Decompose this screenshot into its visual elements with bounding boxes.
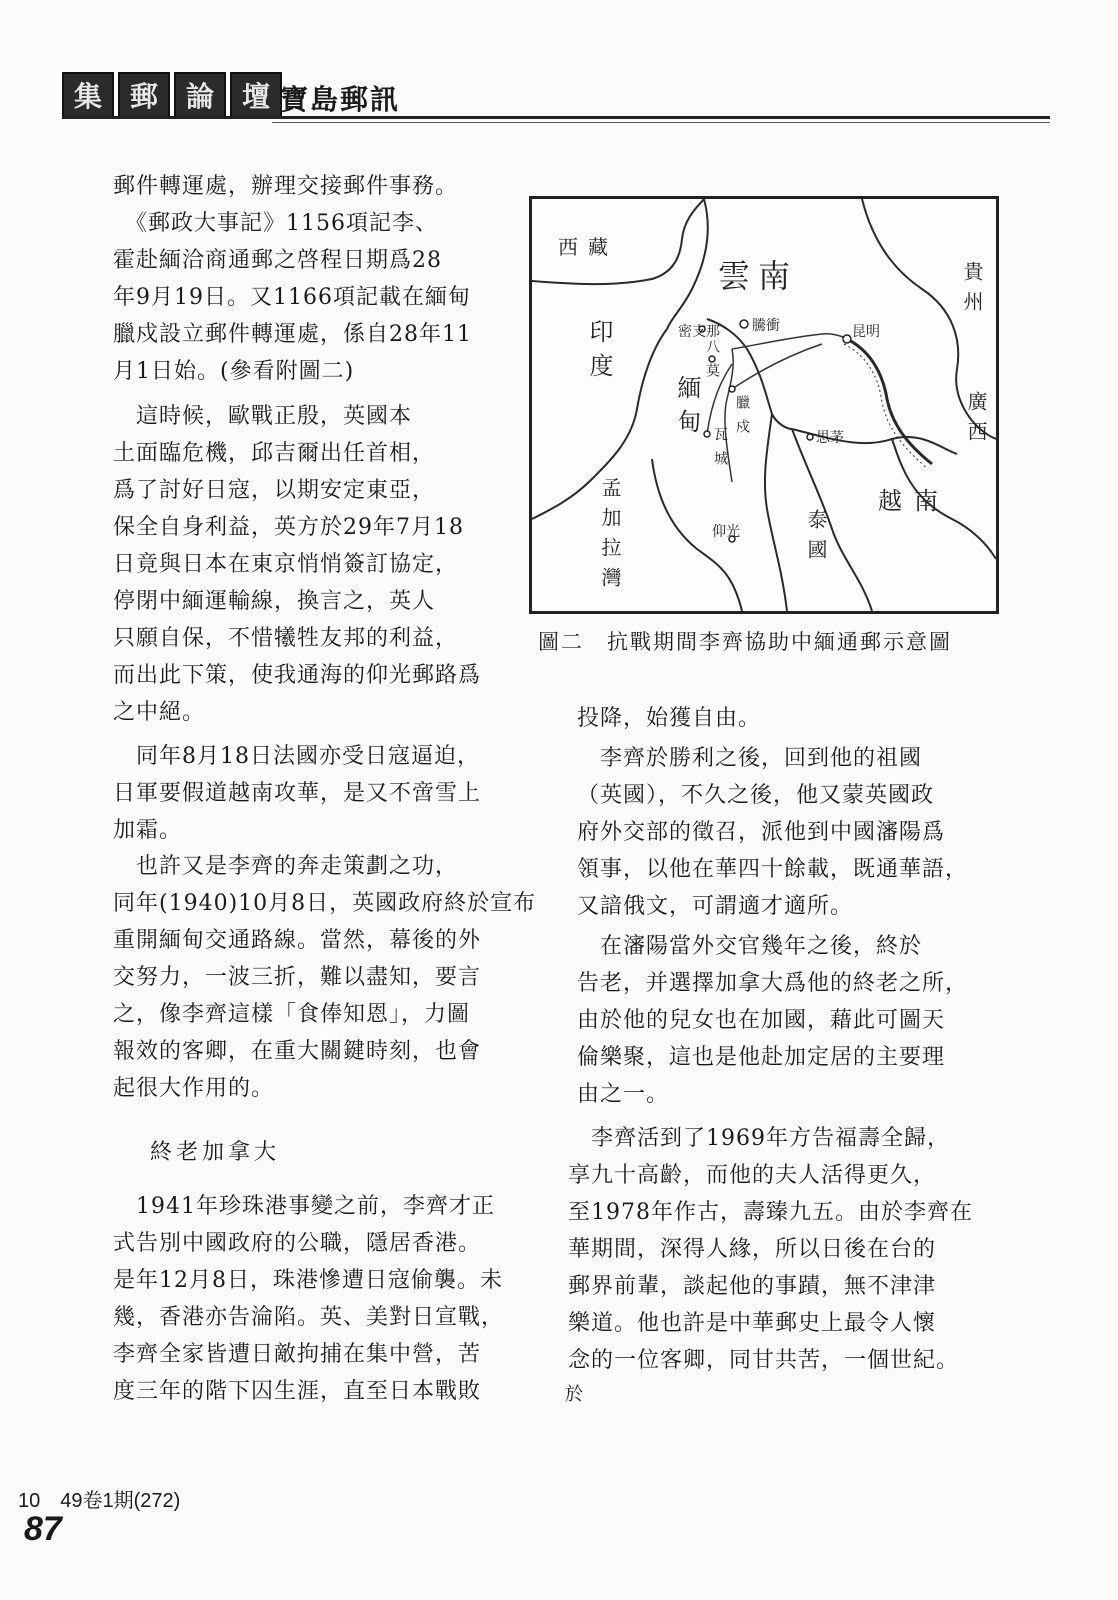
map-label-guizhou: 貴州 — [960, 261, 984, 321]
map-label-burma: 緬甸 — [673, 375, 701, 443]
map-label-thailand: 泰國 — [804, 509, 828, 569]
map-figure — [529, 196, 999, 614]
city-marker — [729, 386, 735, 392]
footer-issue-text: 49卷1期(272) — [60, 1490, 181, 1512]
map-label-india: 印度 — [585, 319, 613, 387]
map-label-kunming: 昆明 — [852, 324, 880, 340]
border-line — [765, 414, 787, 611]
column-title-char: 壇 — [230, 72, 282, 118]
paragraph-1: 郵件轉運處，辦理交接郵件事務。 — [113, 174, 459, 199]
road-line — [732, 344, 822, 389]
map-label-yunnan: 雲南 — [718, 257, 799, 295]
road-line — [732, 334, 847, 349]
paragraph-8: 李齊於勝利之後，回到他的祖國 （英國），不久之後，他又蒙英國政 府外交部的徵召，派他到中國瀋陽爲 領事，以他在華四十餘載，既通華語， 又諳俄文，可謂適才適所。 — [577, 746, 969, 919]
map-label-mandalay: 瓦城 — [712, 427, 728, 475]
footer-issue — [18, 1484, 180, 1513]
section-heading: 終老加拿大 — [150, 1140, 281, 1165]
end-mark-icon: 於 — [565, 1384, 583, 1405]
column-title-tiles — [62, 72, 282, 118]
paragraph-9: 在瀋陽當外交官幾年之後，終於 告老，并選擇加拿大爲他的終老之所， 由於他的兒女也在加國，藉此可圖天 倫樂聚，這也是他赴加定居的主要理 由之一。 — [577, 934, 969, 1107]
paragraph-3: 這時候，歐戰正殷，英國本 土面臨危機，邱吉爾出任首相， 爲了討好日寇，以期安定東亞， 保全自身利益，英方於29年7月18 日竟與日本在東京悄悄簽訂協定， 停閉中緬運輸線，換言之，英人 只願自保，不惜犧牲友邦的利益， 而出此下策，使我通海的仰光郵路爲 之中絕。 — [113, 404, 482, 725]
city-marker — [843, 335, 851, 343]
map-label-bhamo: 八莫 — [704, 339, 720, 387]
map-label-bay-of-bengal: 孟加拉灣 — [598, 477, 622, 597]
paragraph-2: 《郵政大事記》1156項記李、 霍赴緬洽商通郵之啓程日期爲28 年9月19日。又1166項記載在緬甸 臘戍設立郵件轉運處，係自28年11 月1日始。(參看附圖二) — [113, 211, 472, 384]
map-label-rangoon: 仰光 — [712, 524, 740, 540]
column-title-char: 論 — [174, 72, 226, 118]
map-label-simao: 思茅 — [816, 430, 844, 446]
column-title-char: 集 — [62, 72, 114, 118]
column-title-char: 郵 — [118, 72, 170, 118]
page-number: 87 — [24, 1510, 62, 1548]
header-banner — [62, 66, 1050, 122]
footer-page-small: 10 — [18, 1490, 41, 1512]
map-label-tibet: 西藏 — [558, 235, 618, 259]
magazine-title: 寶島郵訊 — [280, 83, 401, 116]
city-marker — [740, 320, 748, 328]
header-rule-thin — [272, 122, 1050, 123]
map-label-myitkyina: 密支那 — [678, 324, 720, 340]
header-rule — [62, 116, 1050, 119]
map-label-vietnam: 越南 — [878, 487, 950, 515]
paragraph-5: 也許又是李齊的奔走策劃之功， 同年(1940)10月8日，英國政府終於宣布 重開緬甸交通路線。當然，幕後的外 交努力，一波三折，難以盡知，要言 之，像李齊這樣「食俸知恩」，力圖 報效的客卿，在重大關鍵時刻，也會 起很大作用的。 — [113, 854, 537, 1101]
map-label-guangxi: 廣西 — [964, 391, 988, 451]
map-label-lashio: 臘戍 — [734, 395, 750, 443]
paragraph-6: 1941年珍珠港事變之前，李齊才正 式告別中國政府的公職，隱居香港。 是年12月8日，珠港慘遭日寇偷襲。未 幾，香港亦告淪陷。英、美對日宣戰， 李齊全家皆遭日敵拘捕在集中營，苦 度三年的階下囚生涯，直至日本戰敗 — [113, 1194, 505, 1404]
paragraph-7: 投降，始獲自由。 — [577, 706, 762, 731]
railway-line — [847, 339, 932, 464]
city-marker — [807, 434, 813, 440]
figure-caption: 圖二 抗戰期間李齊協助中緬通郵示意圖 — [538, 630, 952, 654]
paragraph-10: 李齊活到了1969年方告福壽全歸， 享九十高齡，而他的夫人活得更久， 至1978年作古，壽臻九五。由於李齊在 華期間，深得人緣，所以日後在台的 郵界前輩，談起他的事蹟，無不津津 樂道。他也許是中華郵史上最令人懷 念的一位客卿，同甘共苦，一個世紀。 — [568, 1126, 973, 1373]
map-label-tengchong: 騰衝 — [752, 318, 780, 334]
paragraph-4: 同年8月18日法國亦受日寇逼迫， 日軍要假道越南攻華，是又不啻雪上 加霜。 — [113, 744, 482, 843]
